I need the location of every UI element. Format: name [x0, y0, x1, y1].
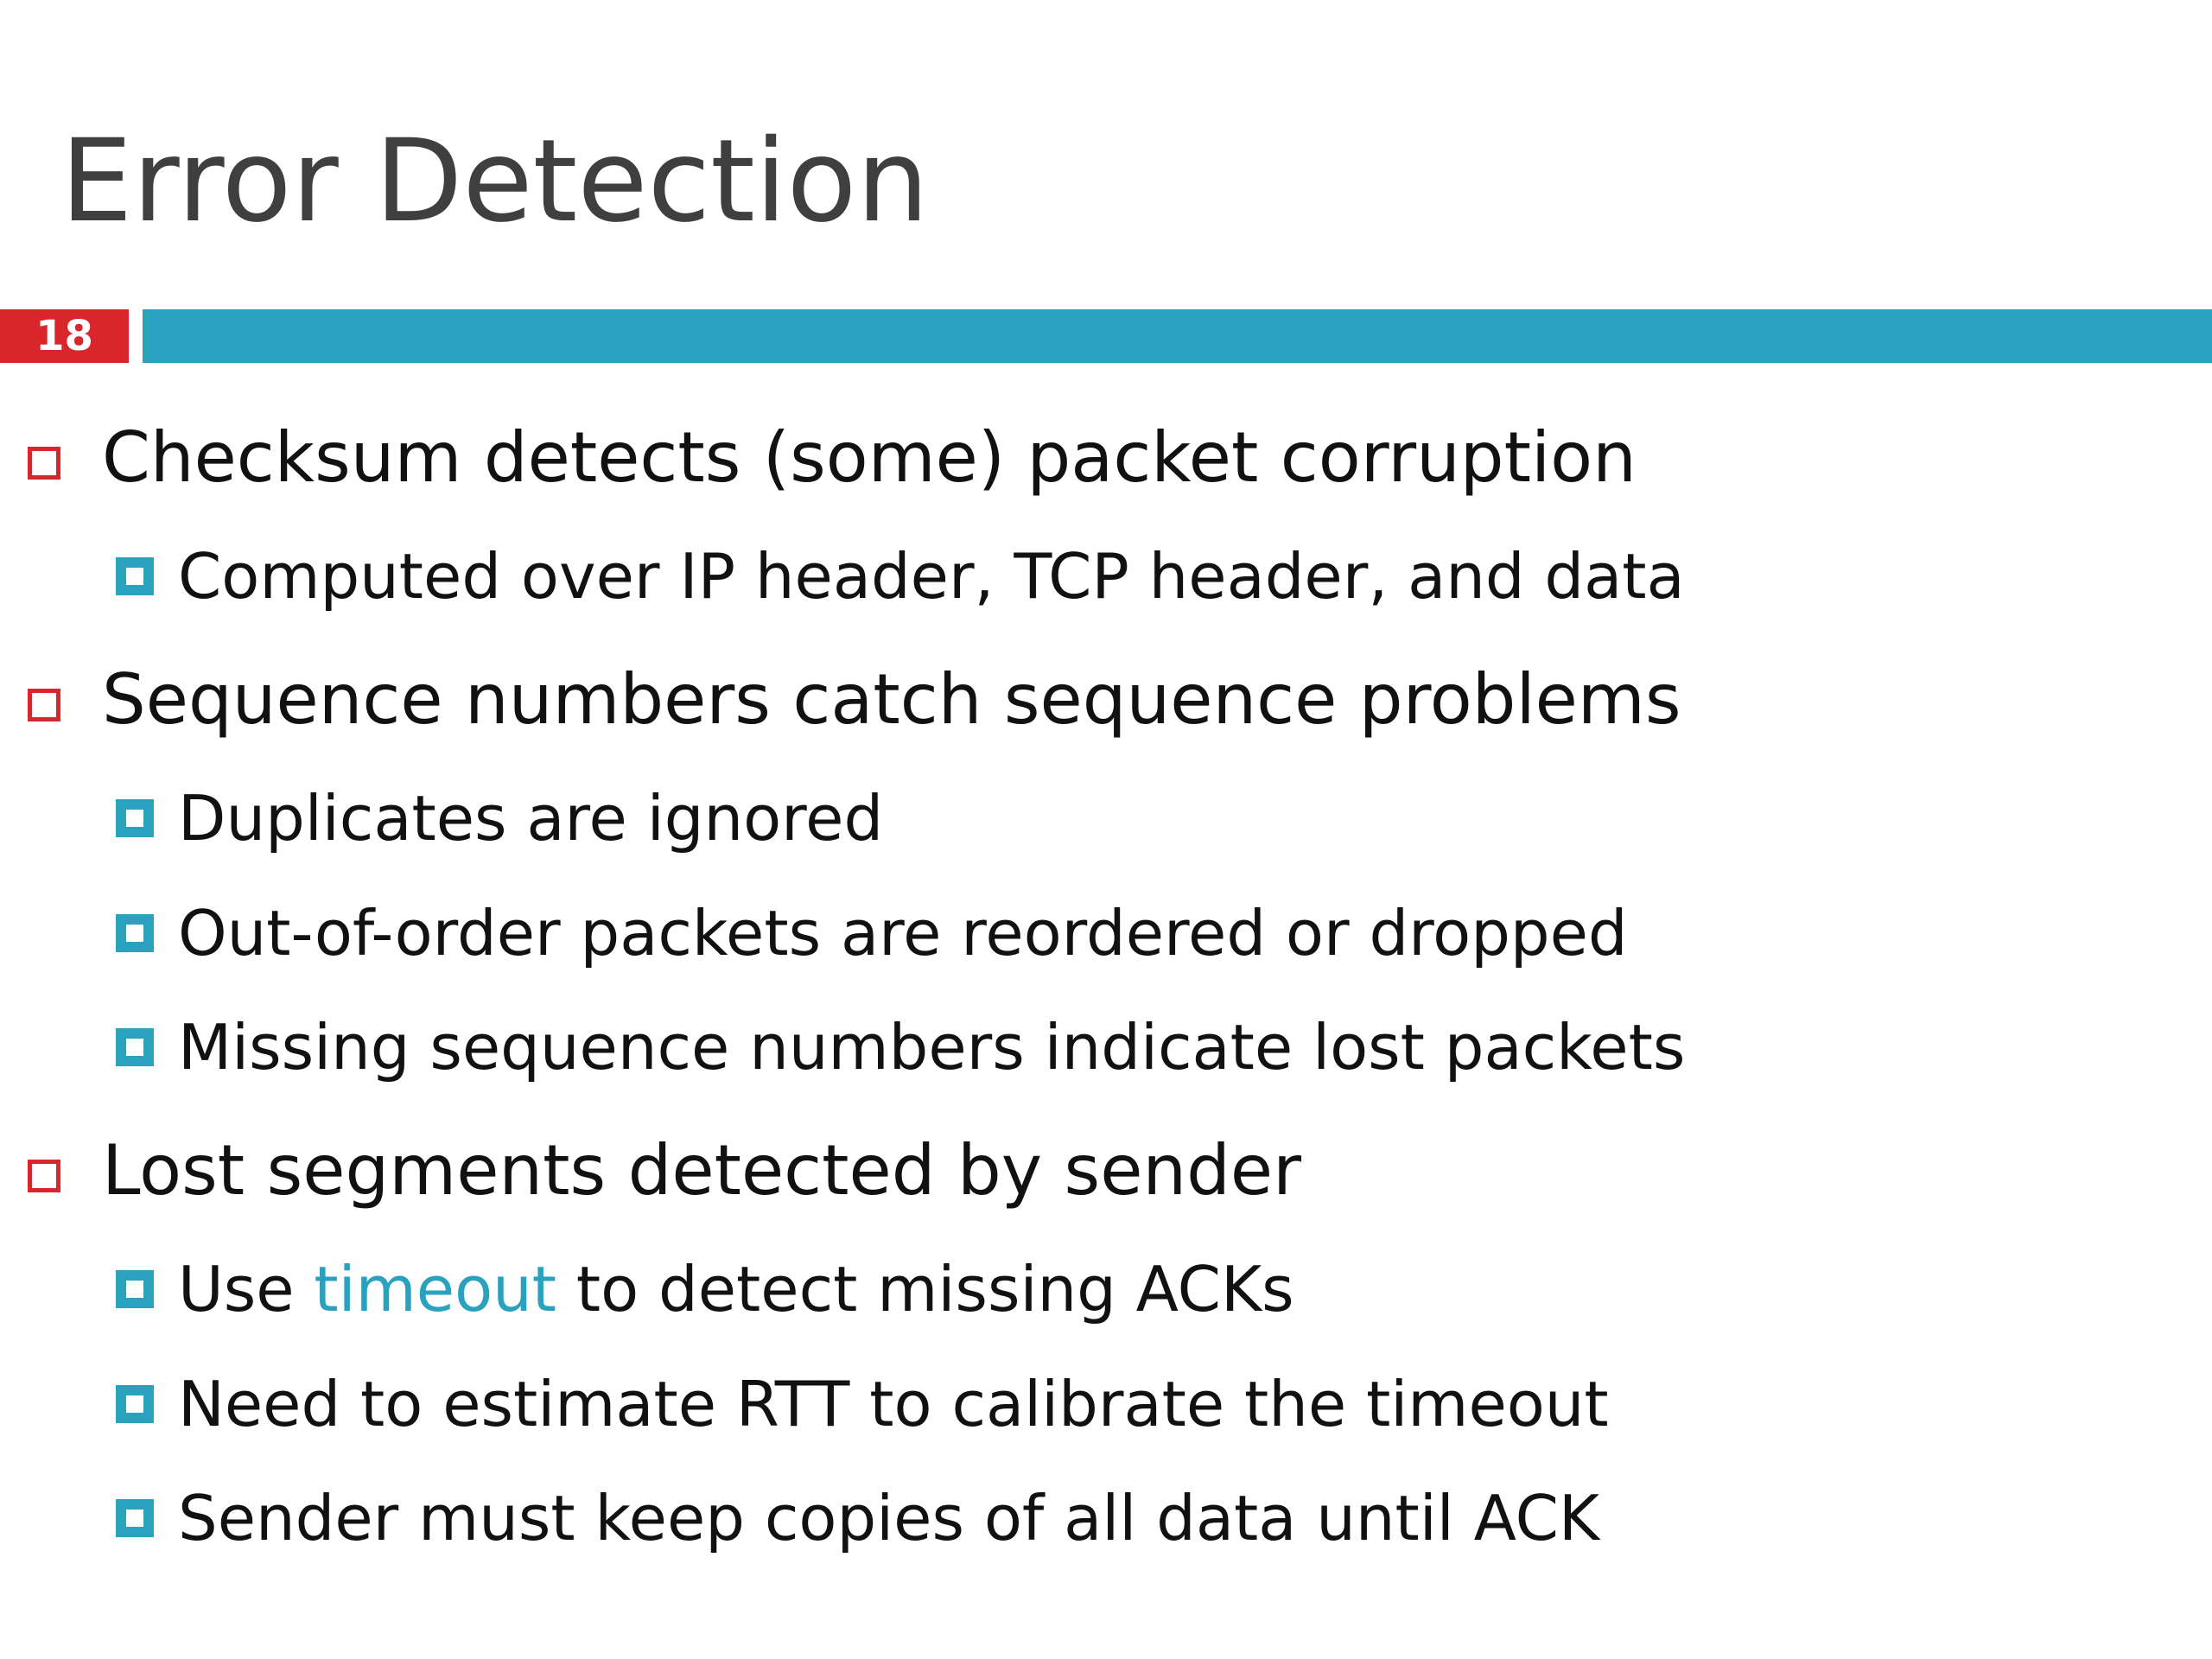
- sub-bullet-item: Out-of-order packets are reordered or dropped: [178, 897, 1628, 969]
- sub-bullet-item: Need to estimate RTT to calibrate the timeout: [178, 1368, 1609, 1440]
- slide-title: Error Detection: [60, 115, 929, 248]
- sub-bullet-item: Duplicates are ignored: [178, 782, 884, 855]
- square-filled-bullet-icon: [116, 914, 154, 952]
- sub-bullet-item: Sender must keep copies of all data until ACK: [178, 1482, 1600, 1554]
- square-filled-bullet-icon: [116, 799, 154, 837]
- sub-bullet-item: Computed over IP header, TCP header, and data: [178, 540, 1685, 613]
- sub-bullet-item: [178, 1250, 1294, 1328]
- sub-bullet-text-suffix: to detect missing ACKs: [556, 1253, 1294, 1325]
- bullet-item: Lost segments detected by sender: [102, 1130, 1302, 1211]
- title-rule-bar: [143, 309, 2212, 363]
- square-filled-bullet-icon: [116, 1499, 154, 1537]
- square-outline-bullet-icon: [28, 447, 60, 480]
- square-filled-bullet-icon: [116, 1028, 154, 1066]
- square-filled-bullet-icon: [116, 1270, 154, 1308]
- bullet-item: Checksum detects (some) packet corruption: [102, 417, 1637, 498]
- square-outline-bullet-icon: [28, 1160, 60, 1192]
- slide-number-badge: 18: [0, 309, 129, 363]
- bullet-item: Sequence numbers catch sequence problems: [102, 659, 1681, 740]
- sub-bullet-text-prefix: Use: [178, 1253, 315, 1325]
- sub-bullet-item: Missing sequence numbers indicate lost packets: [178, 1011, 1686, 1084]
- square-outline-bullet-icon: [28, 689, 60, 721]
- square-filled-bullet-icon: [116, 1385, 154, 1423]
- highlighted-term: timeout: [314, 1253, 556, 1325]
- square-filled-bullet-icon: [116, 557, 154, 595]
